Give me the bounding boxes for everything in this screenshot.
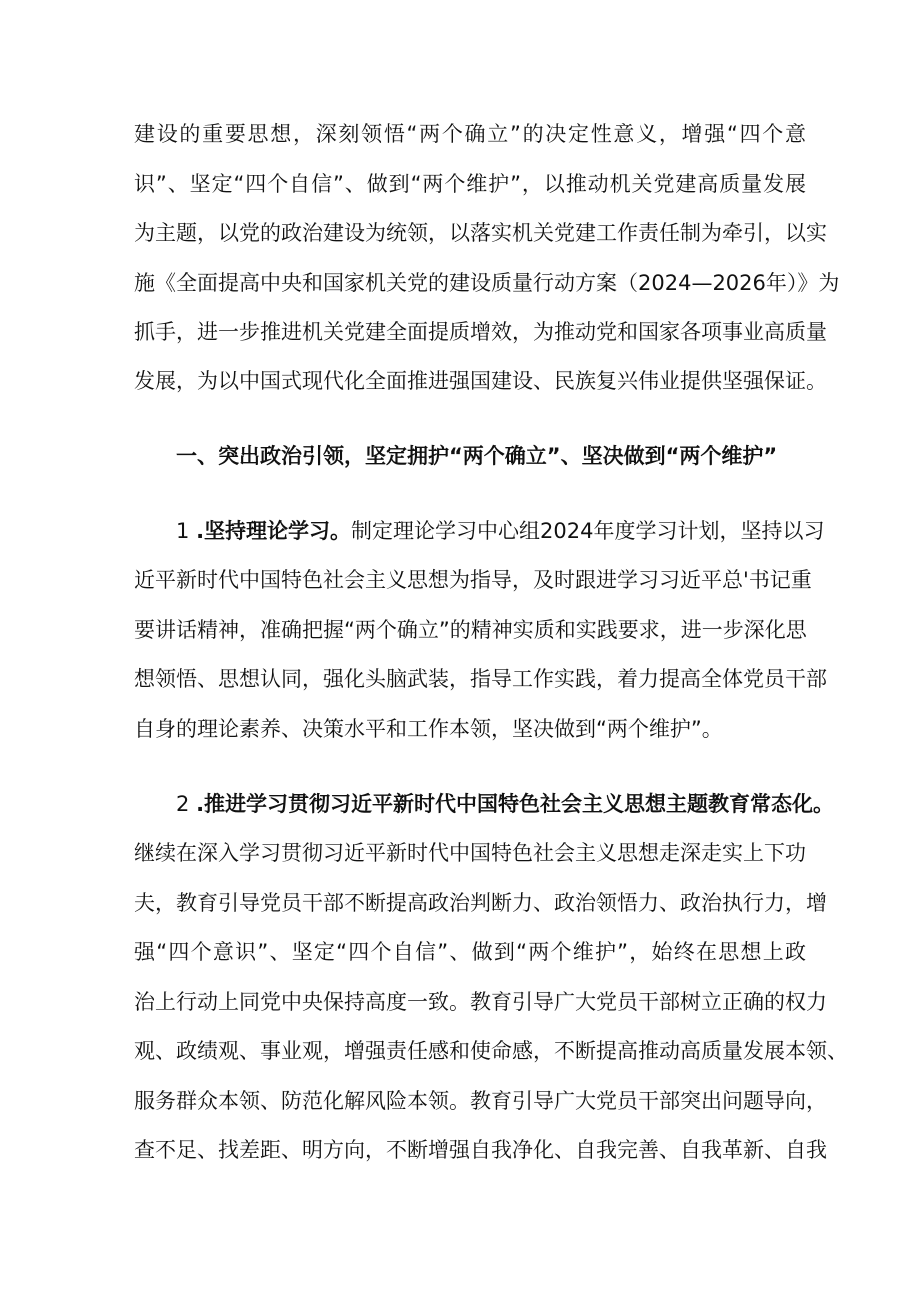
item1-line: 自身的理论素养、决策水平和工作本领，坚决做到“两个维护”。 (134, 717, 723, 741)
intro-line: 为主题，以党的政治建设为统领，以落实机关党建工作责任制为牵引，以实 (134, 221, 827, 245)
item2-line: 强“四个意识”、坚定“四个自信”、做到“两个维护”，始终在思想上政 (134, 940, 806, 964)
item1-line: 近平新时代中国特色社会主义思想为指导，及时跟进学习习近平总'书记重 (134, 568, 812, 592)
item1-line: 要讲话精神，准确把握“两个确立”的精神实质和实践要求，进一步深化思 (134, 618, 807, 642)
item2-line: 观、政绩观、事业观，增强责任感和使命感，不断提高推动高质量发展本领、 (134, 1039, 848, 1063)
item2-number: 2 (176, 792, 190, 816)
intro-line: 发展，为以中国式现代化全面推进强国建设、民族复兴伟业提供坚强保证。 (134, 369, 827, 393)
item1-first-line-rest: 制定理论学习中心组2024年度学习计划，坚持以习 (351, 519, 825, 543)
item1-title: .坚持理论学习。 (196, 519, 352, 543)
item2-first-line (176, 787, 835, 821)
intro-line: 抓手，进一步推进机关党建全面提质增效，为推动党和国家各项事业高质量 (134, 320, 827, 344)
item1-line: 想领悟、思想认同，强化头脑武装，指导工作实践，着力提高全体党员干部 (134, 667, 827, 691)
item1-number: 1 (176, 519, 190, 543)
intro-line: 施《全面提高中央和国家机关党的建设质量行动方案（2024—2026年）》为 (134, 271, 840, 295)
item2-line: 夫，教育引导党员干部不断提高政治判断力、政治领悟力、政治执行力，增 (134, 891, 827, 915)
item2-line: 继续在深入学习贯彻习近平新时代中国特色社会主义思想走深走实上下功 (134, 841, 806, 865)
intro-line: 建设的重要思想，深刻领悟“两个确立”的决定性意义，增强“四个意 (134, 122, 806, 146)
item2-line: 治上行动上同党中央保持高度一致。教育引导广大党员干部树立正确的权力 (134, 990, 827, 1014)
intro-line: 识”、坚定“四个自信”、做到“两个维护”，以推动机关党建高质量发展 (134, 172, 806, 196)
item1-first-line (176, 514, 825, 548)
item2-title: .推进学习贯彻习近平新时代中国特色社会主义思想主题教育常态化。 (196, 792, 835, 816)
item2-line: 服务群众本领、防范化解风险本领。教育引导广大党员干部突出问题导向， (134, 1089, 827, 1113)
section-heading: 一、突出政治引领，坚定拥护“两个确立”、坚决做到“两个维护” (176, 444, 778, 468)
item2-line: 查不足、找差距、明方向，不断增强自我净化、自我完善、自我革新、自我 (134, 1138, 827, 1162)
